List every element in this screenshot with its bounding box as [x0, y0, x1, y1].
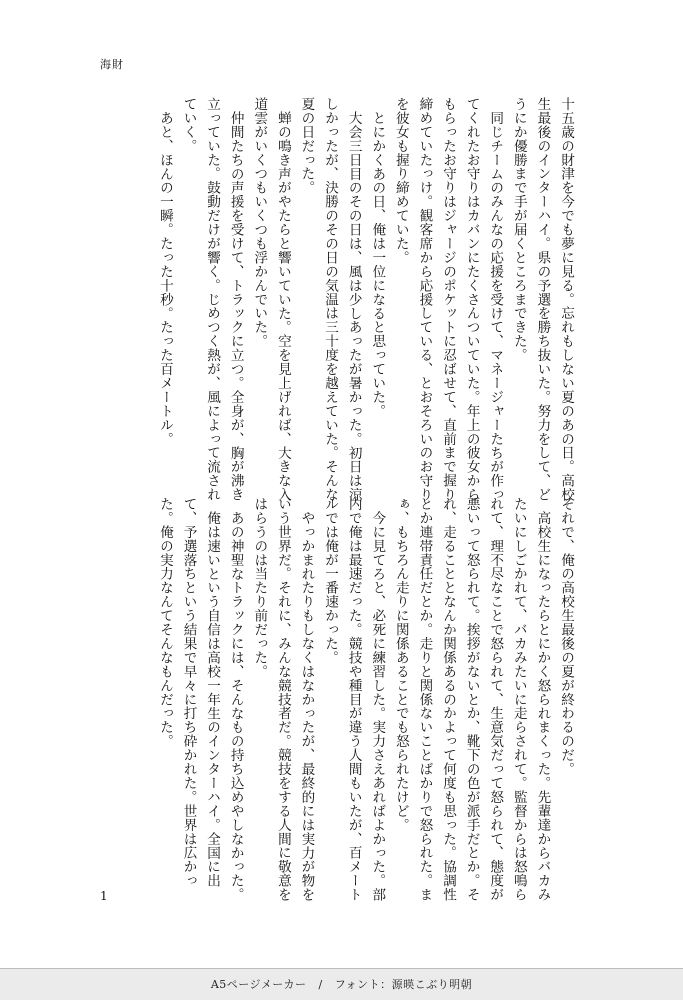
paragraph: やっかまれたりもしなくはなかったが、最終的には実力が物をいう世界だ。それに、みんな競技者だ。競技をする人間に敬意をはらうのは当たり前だった。: [251, 497, 315, 902]
footer-bar: [0, 968, 683, 1000]
paragraph: 十五歳の財津を今でも夢に見る。忘れもしない夏のあの日。高校生最後のインターハイ。県の予選を勝ち抜いた。努力をして、どうにか優勝まで手が届くところまできた。: [510, 97, 574, 502]
paragraph: 同じチームのみんなの応援を受けて、マネージャーたちが作ってくれたお守りはカバンにたくさんついていた。年上の彼女からもらったお守りはジャージのポケットに忍ばせて、直前まで握り締めていたっけ。観客席から応援している、とおそろいのお守りを彼女も握り締めていた。: [392, 97, 504, 502]
paragraph: あの神聖なトラックには、そんなもの持ち込めやしなかった。: [227, 510, 244, 902]
paragraph: それで、俺の高校生最後の夏が終わるのだ。: [558, 497, 574, 776]
paragraph: 大会三日目のその日は、風は少しあったが暑かった。初日は涼しかったが、決勝のその日の気温は三十度を越えていた。そんな夏の日だった。: [298, 97, 362, 502]
footer-separator: /: [318, 977, 323, 991]
paragraph: 今に見てろと、必死に練習した。実力さえあればよかった。部内で俺は最速だった。競技や種目が違う人間もいたが、百メートルでは俺が一番速かった。: [322, 497, 386, 902]
paragraph: 蝉の鳴き声がやたらと響いていた。空を見上げれば、大きな入道雲がいくつもいくつも浮かんでいた。: [251, 97, 291, 502]
paragraph: 仲間たちの声援を受けて、トラックに立つ。全身が、胸が沸き立っていた。鼓動だけが響く。じめつく熱が、風によって流されていく。: [180, 97, 244, 502]
paragraph: 高校生になったらとにかく怒られまくった。先輩達からバカみたいにしごかれて、バカみたいに走らされて。監督からは怒鳴られて、理不尽なことで怒られて、生意気だって怒られて、態度が悪いって怒られて。挨拶がないとか、靴下の色が派手だとか。それ、走ることとなんか関係あるのかよって何度も思った。協調性とか連帯責任だとか。走りと関係ないことばかりで怒られた。まぁ、もちろん走りに関係あることでも怒られたけど。: [392, 497, 551, 902]
footer-font-name: フォント：源暎こぶり明朝: [334, 978, 473, 991]
text-block-bottom: [104, 497, 577, 908]
paragraph: 俺は速いという自信は高校一年生のインターハイ。全国に出て、予選落ちという結果で早々に打ち砕かれた。世界は広かった。俺の実力なんてそんなもんだった。: [156, 497, 221, 888]
footer-app-name: A5ページメーカー: [210, 978, 307, 991]
paragraph: あと、ほんの一瞬。たった十秒。たった百メートル。: [156, 110, 173, 446]
story-title: 海財: [100, 58, 124, 71]
text-block-top: [104, 97, 577, 508]
page-number: 1: [100, 889, 108, 903]
paragraph: とにかくあの日、俺は一位になると思っていた。: [369, 110, 386, 418]
